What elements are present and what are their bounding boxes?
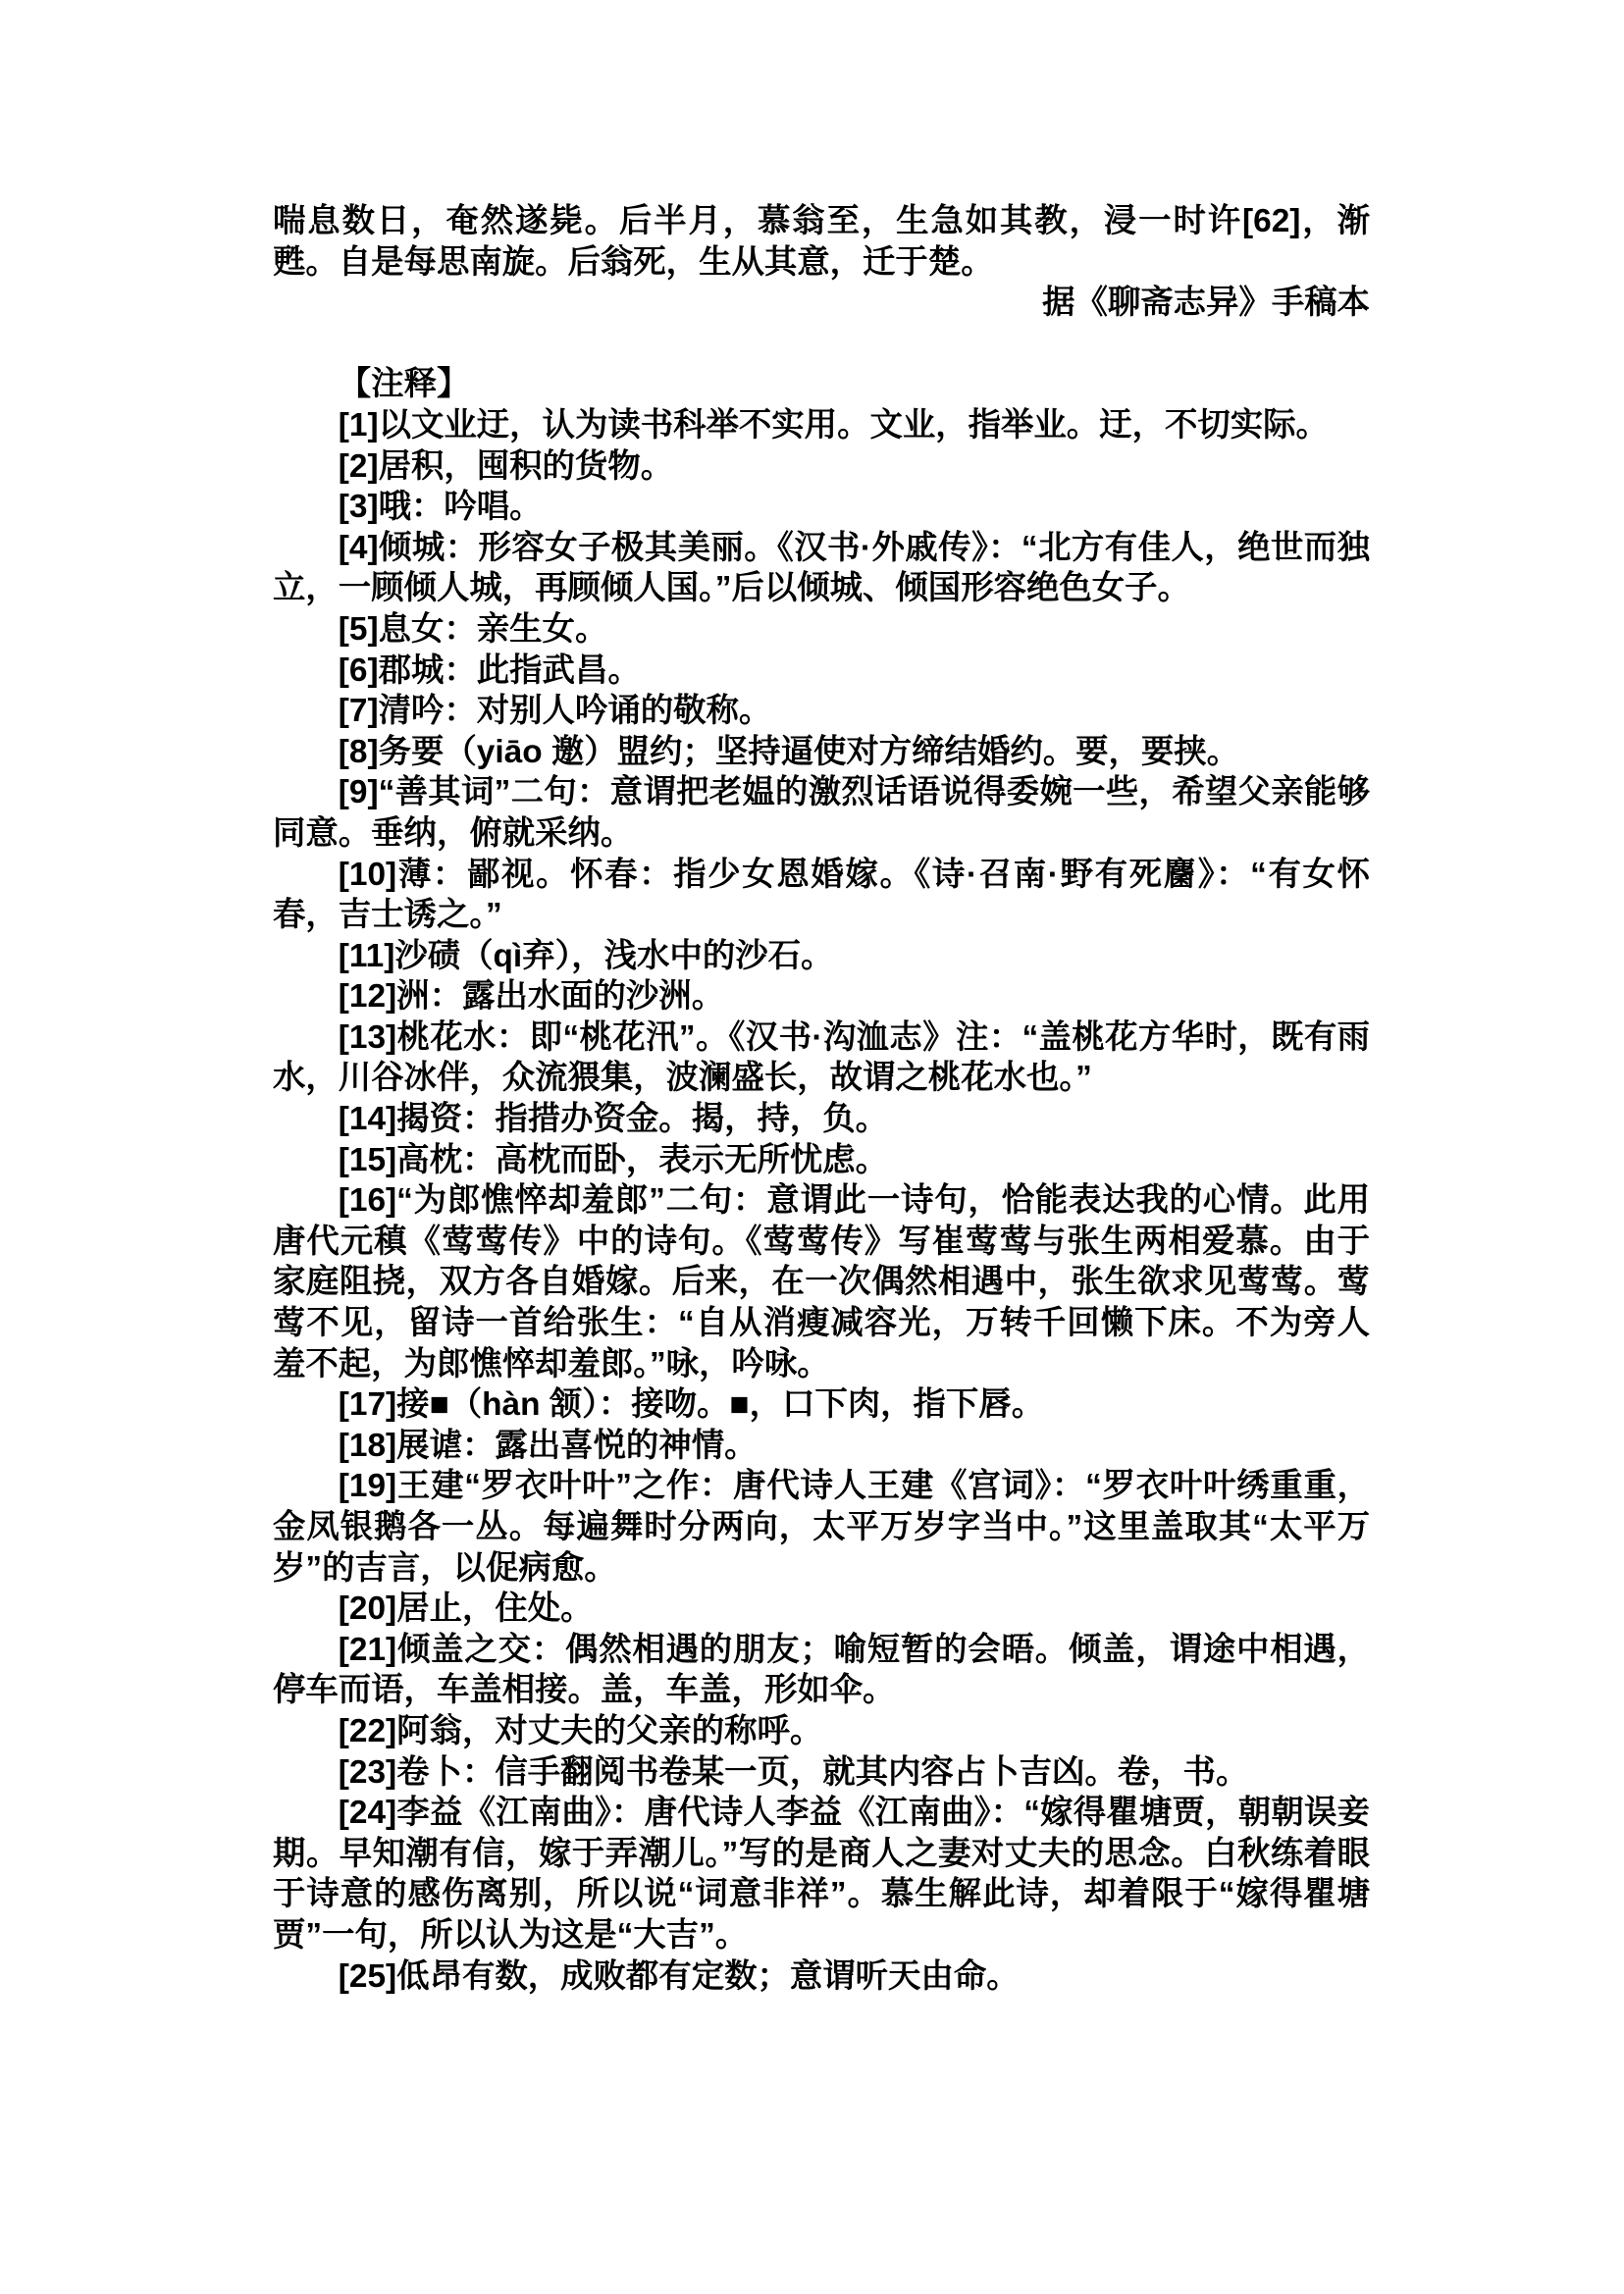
note-item-3: [3]哦：吟唱。 xyxy=(338,489,543,526)
note-item-8: [8]务要（yiāo 邀）盟约；坚持逼使对方缔结婚约。要，要挟。 xyxy=(338,733,1240,770)
note-item-14: [14]揭资：指措办资金。揭，持，负。 xyxy=(338,1101,889,1138)
note-item-7: [7]清吟：对别人吟诵的敬称。 xyxy=(338,693,772,730)
note-item-5: [5]息女：亲生女。 xyxy=(338,610,608,648)
note-item-4: [4]倾城：形容女子极其美丽。《汉书·外戚传》：“北方有佳人，绝世而独立，一顾倾人城，再顾倾人国。”后以倾城、倾国形容绝色女子。 xyxy=(273,529,1370,607)
note-item-10: [10]薄：鄙视。怀春：指少女恩婚嫁。《诗·召南·野有死麕》：“有女怀春，吉士诱之。” xyxy=(273,856,1370,934)
page-content xyxy=(273,201,1370,1997)
note-item-20: [20]居止，住处。 xyxy=(338,1590,594,1628)
note-item-9: [9]“善其词”二句：意谓把老媪的激烈话语说得委婉一些，希望父亲能够同意。垂纳，俯就采纳。 xyxy=(273,774,1370,852)
story-text: 喘息数日，奄然遂毙。后半月，慕翁至，生急如其教，浸一时许[62]，渐甦。自是每思南旋。后翁死，生从其意，迁于楚。 xyxy=(273,203,1370,281)
note-item-19: [19]王建“罗衣叶叶”之作：唐代诗人王建《宫词》：“罗衣叶叶绣重重，金凤银鹅各一丛。每遍舞时分两向，太平万岁字当中。”这里盖取其“太平万岁”的吉言，以促病愈。 xyxy=(273,1468,1370,1587)
source-attribution: 据《聊斋志异》手稿本 xyxy=(1042,285,1370,322)
note-item-15: [15]高枕：高枕而卧，表示无所忧虑。 xyxy=(338,1141,889,1178)
note-item-1: [1]以文业迂，认为读书科举不实用。文业，指举业。迂，不切实际。 xyxy=(338,406,1329,443)
note-item-22: [22]阿翁，对丈夫的父亲的称呼。 xyxy=(338,1712,823,1749)
notes-section-header: 【注释】 xyxy=(338,366,470,403)
note-item-24: [24]李益《江南曲》：唐代诗人李益《江南曲》：“嫁得瞿塘贾，朝朝误妾期。早知潮有信，嫁于弄潮儿。”写的是商人之妻对丈夫的思念。白秋练着眼于诗意的感伤离别，所以说“词意非祥”。慕生解此诗，却着限于“嫁得瞿塘贾”一句，所以认为这是“大吉”。 xyxy=(273,1795,1370,1954)
note-item-18: [18]展谑：露出喜悦的神情。 xyxy=(338,1427,758,1464)
note-item-16: [16]“为郎憔悴却羞郎”二句：意谓此一诗句，恰能表达我的心情。此用唐代元稹《莺莺传》中的诗句。《莺莺传》写崔莺莺与张生两相爱慕。由于家庭阻挠，双方各自婚嫁。后来，在一次偶然相遇中，张生欲求见莺莺。莺莺不见，留诗一首给张生：“自从消瘦减容光，万转千回懒下床。不为旁人羞不起，为郎憔悴却羞郎。”咏，吟咏。 xyxy=(273,1182,1370,1382)
note-item-17: [17]接■（hàn 颔）：接吻。■，口下肉，指下唇。 xyxy=(338,1386,1045,1424)
note-item-11: [11]沙碛（qì弃），浅水中的沙石。 xyxy=(338,937,834,974)
note-item-25: [25]低昂有数，成败都有定数；意谓听天由命。 xyxy=(338,1957,1020,1995)
note-item-13: [13]桃花水：即“桃花汛”。《汉书·沟洫志》注：“盖桃花方华时，既有雨水，川谷冰伴，众流猥集，波澜盛长，故谓之桃花水也。” xyxy=(273,1018,1370,1097)
note-item-12: [12]洲：露出水面的沙洲。 xyxy=(338,978,725,1016)
note-item-2: [2]居积，囤积的货物。 xyxy=(338,447,674,485)
note-item-21: [21]倾盖之交：偶然相遇的朋友；喻短暂的会晤。倾盖，谓途中相遇，停车而语，车盖相接。盖，车盖，形如伞。 xyxy=(273,1631,1370,1709)
note-item-6: [6]郡城：此指武昌。 xyxy=(338,652,641,689)
note-item-23: [23]卷卜：信手翻阅书卷某一页，就其内容占卜吉凶。卷，书。 xyxy=(338,1753,1249,1791)
